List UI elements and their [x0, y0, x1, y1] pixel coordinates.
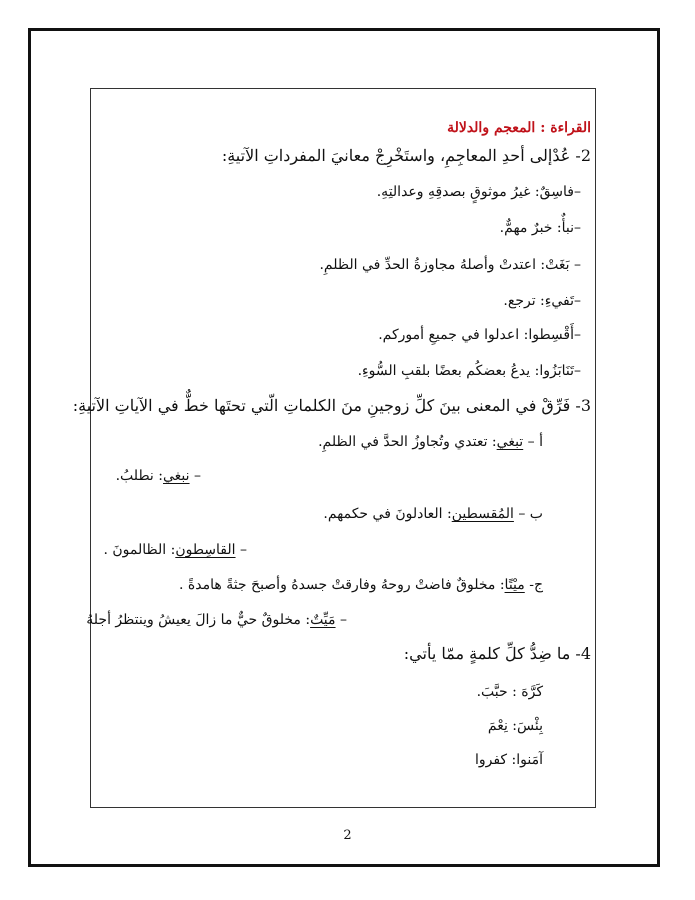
q2-item: –تَفيءِ: ترجع.: [503, 293, 581, 309]
item-text: : مخلوقٌ حيٌّ ما زالَ يعيشُ وينتظرُ أجلهُ: [86, 612, 311, 628]
q2-item: – بَغَتْ: اعتدتْ وأصلهُ مجاوزةُ الحدِّ في الظلمِ.: [319, 257, 581, 273]
item-text: : نطلبُ.: [115, 468, 163, 484]
q3-item-a: [318, 432, 543, 452]
section-title: القراءة : المعجم والدلالة: [447, 120, 591, 136]
q2-item: –فاسِقٌ: غيرُ موثوقٍ بصدقِهِ وعدالتِهِ.: [376, 184, 581, 200]
underlined-word: المُقسطين: [451, 506, 514, 522]
page-number: 2: [343, 828, 352, 843]
q2-header: 2- عُدْإلى أحدِ المعاجِمِ، واستَخْرِجْ معانيَ المفرداتِ الآتيةِ:: [221, 146, 591, 165]
underlined-word: نبغي: [163, 468, 190, 484]
q2-item: –نبأٌ: خبرٌ مهمٌّ.: [499, 220, 581, 236]
q4-header: 4- ما ضِدُّ كلِّ كلمةٍ ممّا يأتي:: [403, 644, 591, 663]
item-label: –: [340, 612, 347, 628]
q3-item-b: [323, 504, 543, 524]
underlined-word: تبغي: [496, 434, 524, 450]
q3-item-a2: [116, 466, 201, 486]
item-label: أ –: [527, 434, 543, 450]
item-label: –: [240, 542, 247, 558]
item-text: : مخلوقٌ فاضتْ روحهُ وفارقتْ جسدهُ وأصبحَ جثةً هامدةً .: [179, 577, 505, 593]
item-label: ج-: [529, 577, 543, 593]
q2-item: –أَقْسِطوا: اعدلوا في جميعِ أموركم.: [378, 327, 581, 343]
q3-item-c: [179, 575, 543, 595]
item-text: : الظالمونَ .: [103, 542, 176, 558]
item-text: : العادلونَ في حكمهم.: [323, 506, 452, 522]
q4-item: كَرَّهَ : حبَّبَ.: [476, 684, 543, 700]
q4-item: بِئْسَ: نِعْمَ: [487, 718, 543, 734]
q3-item-b2: [103, 540, 247, 560]
underlined-word: مَيِّتٌ: [310, 612, 336, 628]
item-text: : تعتدي وتُجاوزُ الحدَّ في الظلمِ.: [318, 434, 497, 450]
q3-header: 3- فَرِّقْ في المعنى بينَ كلِّ زوجينِ منَ الكلماتِ الّتي تحتَها خطٌّ في الآياتِ الآتيةِ:: [72, 396, 591, 415]
q2-item: –تَنَابَزُوا: يدعُ بعضكُم بعضًا بلقبِ السُّوءِ.: [357, 363, 581, 379]
underlined-word: ميْتًا: [504, 577, 525, 593]
q3-item-c2: [86, 610, 347, 630]
underlined-word: القاسِطون: [175, 542, 236, 558]
item-label: ب –: [518, 506, 543, 522]
item-label: –: [194, 468, 201, 484]
q4-item: آمَنوا: كفروا: [474, 752, 543, 768]
